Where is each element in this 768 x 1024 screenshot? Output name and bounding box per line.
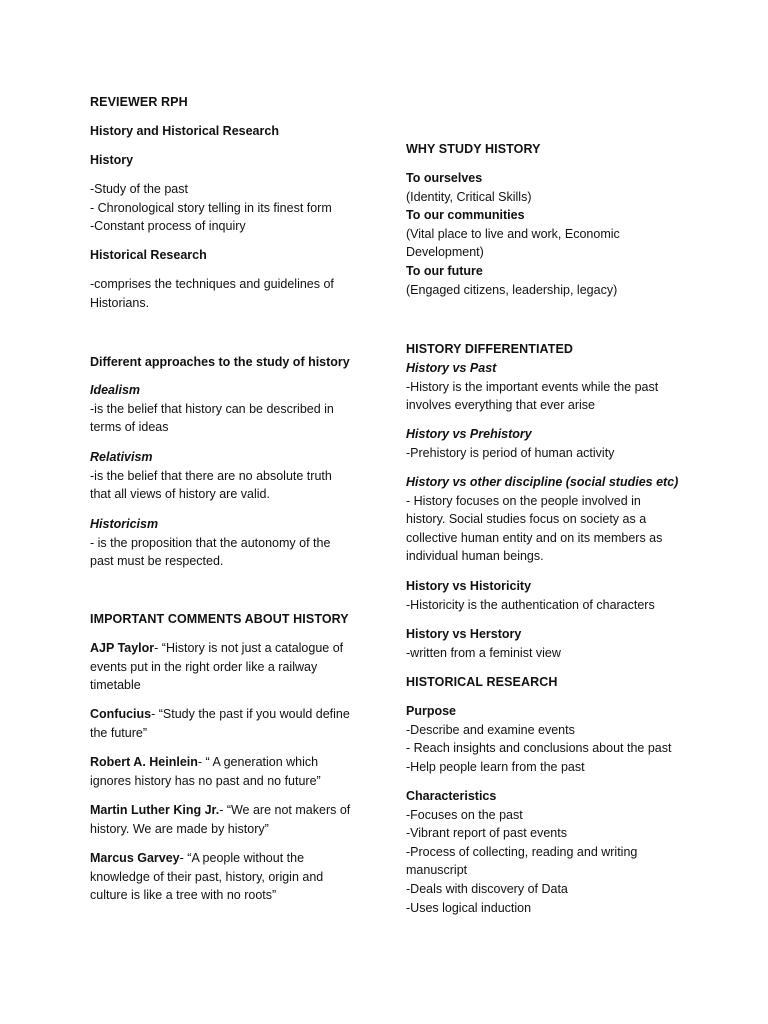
diff-history-past xyxy=(406,359,706,415)
quote-text: - “We are not makers of xyxy=(219,803,351,817)
history-point: -Study of the past xyxy=(90,182,188,196)
historical-research-heading: Historical Research xyxy=(90,248,207,262)
purpose-item: -Describe and examine events xyxy=(406,722,575,737)
why-item-label: To our future xyxy=(406,263,483,278)
characteristic-item: -Deals with discovery of Data xyxy=(406,881,568,896)
history-heading: History xyxy=(90,153,134,167)
quote-ajp-taylor xyxy=(90,639,365,695)
quote-text: the future” xyxy=(90,725,147,740)
characteristic-item: -Process of collecting, reading and writing xyxy=(406,844,638,859)
approach-relativism xyxy=(90,448,365,504)
history-points xyxy=(90,180,365,236)
quote-text: knowledge of their past, history, origin and xyxy=(90,869,324,884)
characteristic-item: -Uses logical induction xyxy=(406,900,532,915)
approach-historicism xyxy=(90,515,365,571)
historical-research-text xyxy=(90,275,365,312)
approach-term: Relativism xyxy=(90,450,153,464)
approach-idealism xyxy=(90,381,365,437)
comments-heading: IMPORTANT COMMENTS ABOUT HISTORY xyxy=(90,612,349,626)
historical-research-section-heading: HISTORICAL RESEARCH xyxy=(406,675,558,689)
quote-author: Robert A. Heinlein xyxy=(90,755,198,769)
history-research-heading: History and Historical Research xyxy=(90,124,279,138)
why-item-desc: Development) xyxy=(406,245,484,260)
quote-text: culture is like a tree with no roots” xyxy=(90,888,277,903)
why-item-desc: (Vital place to live and work, Economic xyxy=(406,226,620,241)
quote-text: - “A people without the xyxy=(179,851,305,865)
diff-term: History vs Herstory xyxy=(406,627,522,641)
diff-term: History vs Past xyxy=(406,361,497,375)
purpose-item: -Help people learn from the past xyxy=(406,759,585,774)
approach-term: Historicism xyxy=(90,517,159,531)
quote-author: Martin Luther King Jr. xyxy=(90,803,220,817)
quote-heinlein xyxy=(90,753,365,790)
diff-history-other xyxy=(406,473,706,566)
diff-history-historicity xyxy=(406,577,706,614)
quote-author: AJP Taylor xyxy=(90,641,155,655)
why-item-desc: (Identity, Critical Skills) xyxy=(406,189,532,204)
why-study-heading: WHY STUDY HISTORY xyxy=(406,142,541,156)
diff-desc: -Prehistory is period of human activity xyxy=(406,445,615,460)
diff-desc: involves everything that ever arise xyxy=(406,398,595,413)
diff-term: History vs Historicity xyxy=(406,579,532,593)
diff-desc: -Historicity is the authentication of characters xyxy=(406,597,655,612)
approach-desc: - is the proposition that the autonomy of the xyxy=(90,535,331,550)
quote-text: history. We are made by history” xyxy=(90,821,269,836)
purpose-section xyxy=(406,702,706,776)
diff-desc: individual human beings. xyxy=(406,549,544,564)
quote-text: - “History is not just a catalogue of xyxy=(154,641,344,655)
text-line: -comprises the techniques and guidelines of xyxy=(90,277,334,291)
approach-desc: -is the belief that there are no absolute truth xyxy=(90,468,332,483)
approach-term: Idealism xyxy=(90,383,141,397)
approach-desc: past must be respected. xyxy=(90,554,224,569)
quote-text: - “ A generation which xyxy=(197,755,319,769)
characteristic-item: -Vibrant report of past events xyxy=(406,826,567,841)
characteristics-section xyxy=(406,787,706,917)
purpose-heading: Purpose xyxy=(406,704,457,718)
diff-desc: collective human entity and on its members as xyxy=(406,530,663,545)
characteristics-heading: Characteristics xyxy=(406,789,497,803)
quote-text: ignores history has no past and no future” xyxy=(90,773,321,788)
differentiated-heading: HISTORY DIFFERENTIATED xyxy=(406,342,574,356)
characteristic-item: manuscript xyxy=(406,863,468,878)
diff-term: History vs other discipline (social studies etc) xyxy=(406,475,679,489)
why-item-desc: (Engaged citizens, leadership, legacy) xyxy=(406,282,618,297)
quote-text: timetable xyxy=(90,678,141,693)
quote-confucius xyxy=(90,705,365,742)
diff-history-herstory xyxy=(406,625,706,662)
quote-text: events put in the right order like a railway xyxy=(90,659,318,674)
diff-desc: -History is the important events while the past xyxy=(406,379,659,394)
characteristic-item: -Focuses on the past xyxy=(406,807,523,822)
purpose-item: - Reach insights and conclusions about the past xyxy=(406,741,672,756)
diff-term: History vs Prehistory xyxy=(406,427,532,441)
why-study-list xyxy=(406,169,706,299)
quote-author: Confucius xyxy=(90,707,152,721)
diff-desc: history. Social studies focus on society as a xyxy=(406,512,647,527)
why-item-label: To our communities xyxy=(406,208,525,223)
diff-desc: -written from a feminist view xyxy=(406,645,561,660)
approaches-heading: Different approaches to the study of history xyxy=(90,355,350,369)
document-title: REVIEWER RPH xyxy=(90,95,188,109)
approach-desc: that all views of history are valid. xyxy=(90,487,270,502)
approach-desc: terms of ideas xyxy=(90,420,169,435)
history-point: - Chronological story telling in its finest form xyxy=(90,200,332,215)
text-line: Historians. xyxy=(90,295,150,310)
quote-author: Marcus Garvey xyxy=(90,851,180,865)
quote-garvey xyxy=(90,849,365,905)
history-point: -Constant process of inquiry xyxy=(90,219,246,234)
quote-mlk xyxy=(90,801,365,838)
why-item-label: To ourselves xyxy=(406,171,483,185)
diff-desc: - History focuses on the people involved in xyxy=(406,493,641,508)
diff-history-prehistory xyxy=(406,425,706,462)
quote-text: - “Study the past if you would define xyxy=(151,707,350,721)
approach-desc: -is the belief that history can be described in xyxy=(90,401,334,416)
